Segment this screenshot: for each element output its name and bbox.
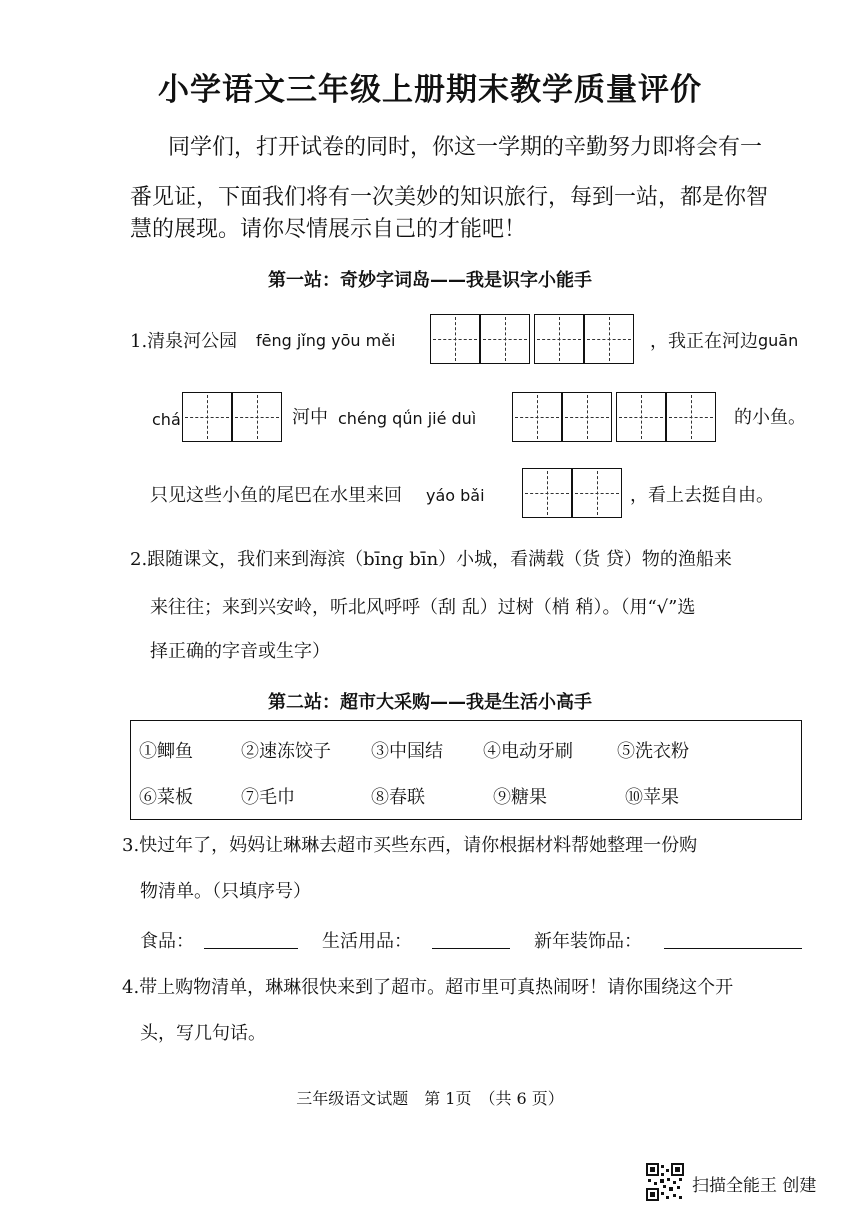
item-7: ⑦毛巾 [241, 787, 295, 808]
q1-boxes-chengqun[interactable] [512, 392, 720, 442]
q1-line3-after: ，看上去挺自由。 [630, 485, 774, 506]
q1-boxes-fengjing[interactable] [430, 314, 638, 364]
page-footer: 三年级语文试题 第 1页 （共 6 页） [296, 1089, 564, 1108]
q3-daily-blank[interactable] [432, 928, 510, 949]
q1-pinyin-yaobai: yáo bǎi [426, 486, 485, 505]
writing-cell[interactable] [480, 314, 530, 364]
q1-pinyin-fengjing: fēng jǐng yōu měi [256, 331, 396, 350]
q1-boxes-guancha[interactable] [182, 392, 286, 442]
q3-line-1: 3.快过年了，妈妈让琳琳去超市买些东西，请你根据材料帮她整理一份购 [122, 835, 698, 856]
item-3: ③中国结 [371, 741, 443, 762]
q3-daily-label: 生活用品： [322, 931, 412, 952]
writing-cell[interactable] [522, 468, 572, 518]
writing-cell[interactable] [666, 392, 716, 442]
q2-line-1: 2.跟随课文，我们来到海滨（bīng bīn）小城，看满载（货 贷）物的渔船来 [130, 549, 732, 570]
item-4: ④电动牙刷 [483, 741, 573, 762]
q1-line3-text: 只见这些小鱼的尾巴在水里来回 [150, 485, 402, 506]
item-6: ⑥菜板 [139, 787, 193, 808]
writing-cell[interactable] [182, 392, 232, 442]
q1-pinyin-guan: guān [758, 331, 799, 350]
q4-line-2: 头，写几句话。 [140, 1023, 266, 1044]
writing-cell[interactable] [584, 314, 634, 364]
item-10: ⑩苹果 [625, 787, 679, 808]
q1-pinyin-chengqun: chéng qǘn jié duì [338, 409, 477, 428]
qr-code-icon [646, 1163, 684, 1201]
q3-decor-blank[interactable] [664, 928, 802, 949]
intro-line-3: 慧的展现。请你尽情展示自己的才能吧！ [130, 217, 527, 242]
station-2-heading: 第二站：超市大采购——我是生活小高手 [268, 692, 592, 713]
q1-line2-after: 的小鱼。 [734, 407, 806, 428]
station-1-heading: 第一站：奇妙字词岛——我是识字小能手 [268, 270, 592, 291]
q1-line1-text: 1.清泉河公园 [130, 331, 238, 352]
q2-line-2: 来往往；来到兴安岭，听北风呼呼（刮 乱）过树（梢 稍）。（用“√”选 [150, 597, 696, 618]
writing-cell[interactable] [572, 468, 622, 518]
writing-cell[interactable] [430, 314, 480, 364]
item-8: ⑧春联 [371, 787, 425, 808]
q1-pinyin-cha: chá [152, 410, 181, 429]
writing-cell[interactable] [562, 392, 612, 442]
q4-line-1: 4.带上购物清单，琳琳很快来到了超市。超市里可真热闹呀！请你围绕这个开 [122, 977, 734, 998]
q3-line-2: 物清单。（只填序号） [140, 881, 311, 902]
q1-line1-after: ，我正在河边 [650, 331, 758, 352]
writing-cell[interactable] [616, 392, 666, 442]
intro-line-2: 番见证，下面我们将有一次美妙的知识旅行，每到一站，都是你智 [130, 185, 769, 210]
item-1: ①鲫鱼 [139, 741, 193, 762]
q3-food-blank[interactable] [204, 928, 298, 949]
writing-cell[interactable] [232, 392, 282, 442]
q1-line2-mid: 河中 [292, 407, 328, 428]
q1-boxes-yaobai[interactable] [522, 468, 626, 518]
intro-line-1: 同学们，打开试卷的同时，你这一学期的辛勤努力即将会有一 [168, 135, 763, 160]
writing-cell[interactable] [512, 392, 562, 442]
q3-decor-label: 新年装饰品： [534, 931, 642, 952]
writing-cell[interactable] [534, 314, 584, 364]
item-2: ②速冻饺子 [241, 741, 331, 762]
scanner-brand-label: 扫描全能王 创建 [692, 1176, 817, 1196]
item-9: ⑨糖果 [493, 787, 547, 808]
q3-food-label: 食品： [140, 931, 194, 952]
q2-line-3: 择正确的字音或生字） [150, 641, 330, 662]
page-title: 小学语文三年级上册期末教学质量评价 [158, 72, 702, 108]
shopping-items-box [130, 720, 802, 820]
item-5: ⑤洗衣粉 [617, 741, 689, 762]
